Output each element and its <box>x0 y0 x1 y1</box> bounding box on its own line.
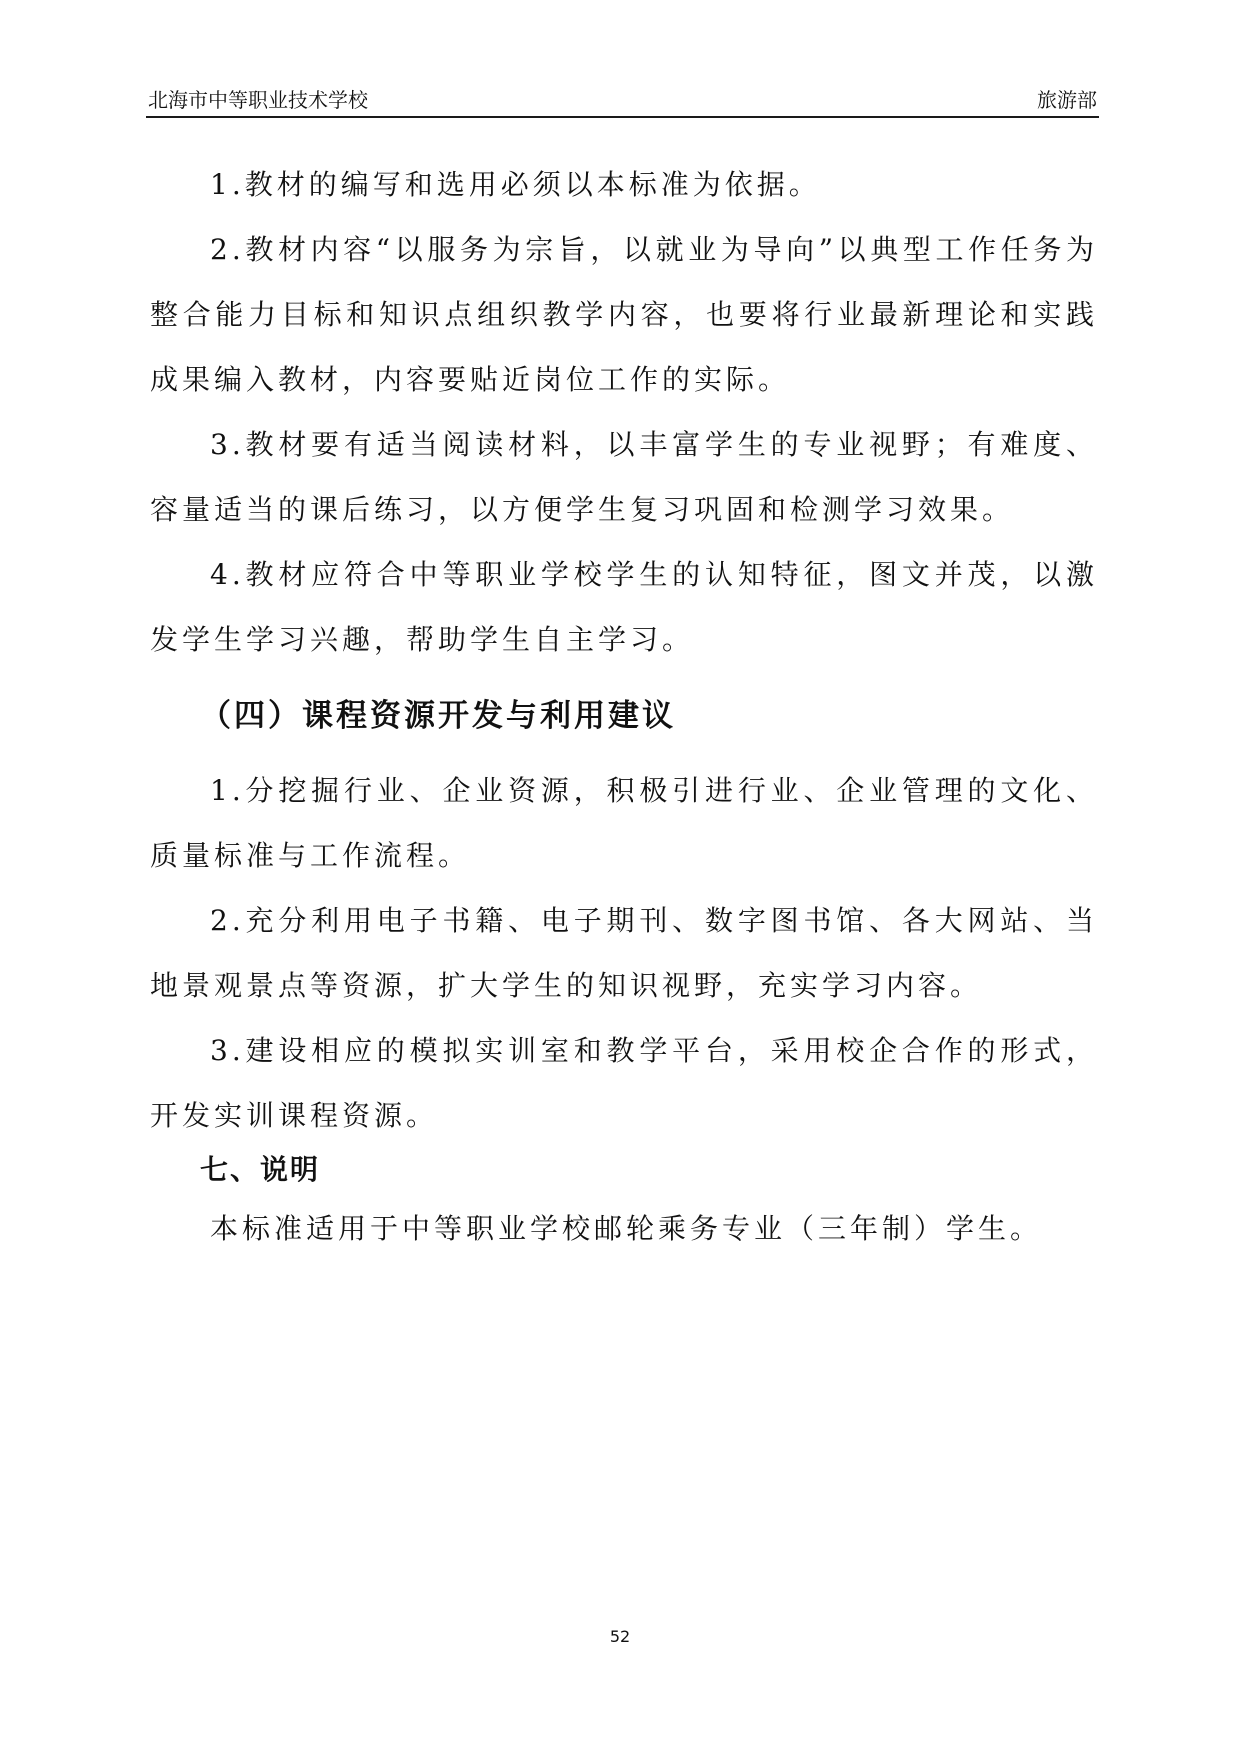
page-number: 52 <box>609 1627 631 1646</box>
note-paragraph: 本标准适用于中等职业学校邮轮乘务专业（三年制）学生。 <box>210 1212 1043 1245</box>
department-name: 旅游部 <box>1037 88 1097 112</box>
textbook-item-1: 1.教材的编写和选用必须以本标准为依据。 <box>210 168 821 201</box>
resource-item-2: 2.充分利用电子书籍、电子期刊、数字图书馆、各大网站、当地景观景点等资源，扩大学生的知识视野，充实学习内容。 <box>150 904 1098 1002</box>
page-body <box>150 152 1098 1261</box>
textbook-item-4: 4.教材应符合中等职业学校学生的认知特征，图文并茂，以激发学生学习兴趣，帮助学生自主学习。 <box>150 558 1098 656</box>
resources-heading: （四）课程资源开发与利用建议 <box>200 698 676 734</box>
resource-item-3: 3.建设相应的模拟实训室和教学平台，采用校企合作的形式，开发实训课程资源。 <box>150 1034 1098 1132</box>
textbook-item-2: 2.教材内容“以服务为宗旨，以就业为导向”以典型工作任务为整合能力目标和知识点组织教学内容，也要将行业最新理论和实践成果编入教材，内容要贴近岗位工作的实际。 <box>150 233 1098 396</box>
section-title-notes: 七、说明 <box>200 1153 321 1186</box>
resource-item-1: 1.分挖掘行业、企业资源，积极引进行业、企业管理的文化、质量标准与工作流程。 <box>150 774 1098 872</box>
textbook-item-3: 3.教材要有适当阅读材料，以丰富学生的专业视野；有难度、容量适当的课后练习，以方便学生复习巩固和检测学习效果。 <box>150 428 1098 526</box>
school-name: 北海市中等职业技术学校 <box>148 88 368 112</box>
page-header <box>146 84 1099 118</box>
